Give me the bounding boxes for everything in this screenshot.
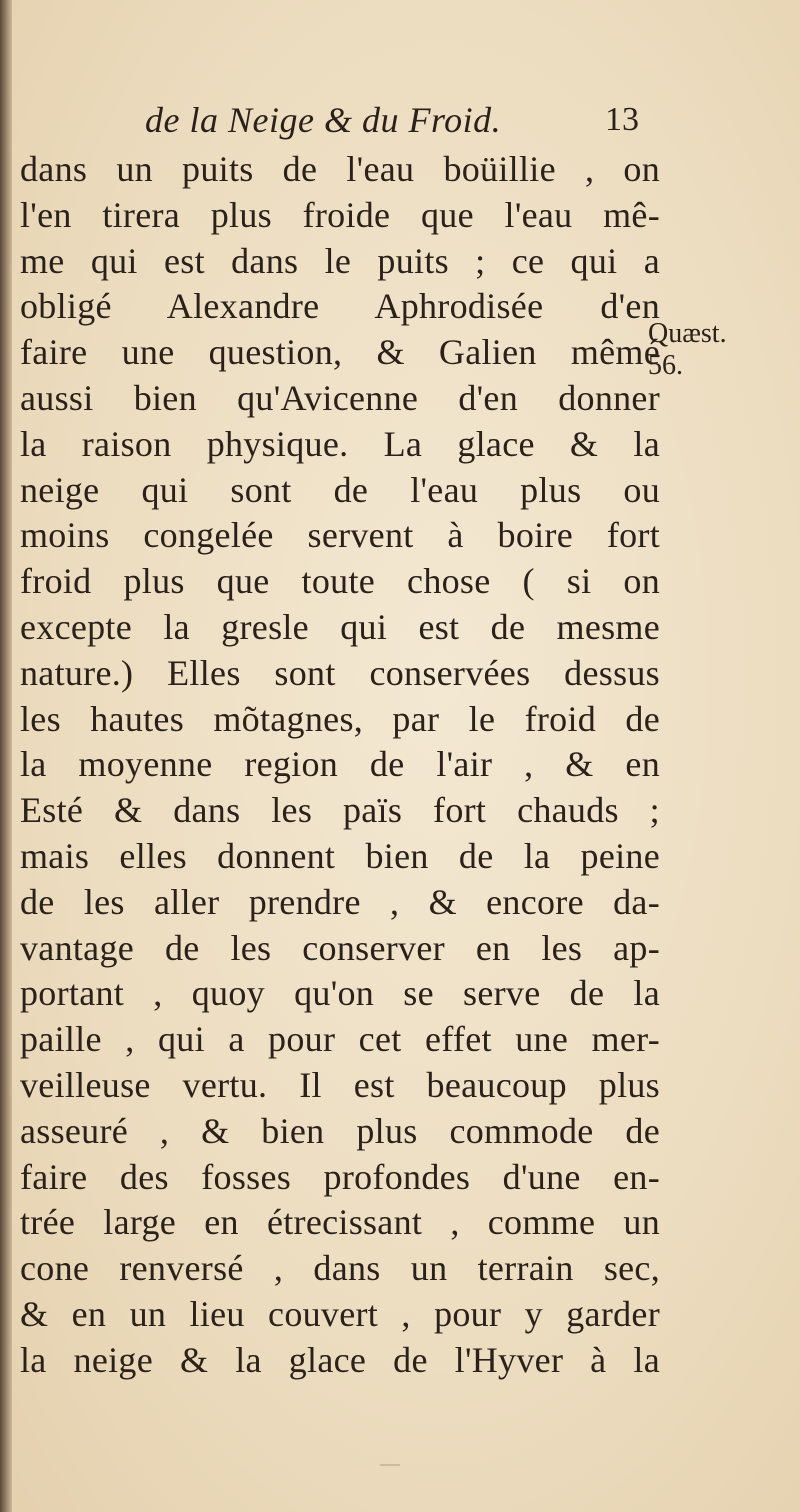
running-title: de la Neige & du Froid. xyxy=(145,100,502,140)
text-line: obligé Alexandre Aphrodisée d'en xyxy=(20,286,660,327)
text-line: asseuré , & bien plus commode de xyxy=(20,1110,660,1151)
text-line: faire une question, & Galien mêmé xyxy=(20,332,660,373)
text-line: de les aller prendre , & encore da- xyxy=(20,881,660,922)
marginal-note-line: 56. xyxy=(648,350,683,381)
page-smudge xyxy=(380,1456,400,1466)
text-line: la raison physique. La glace & la xyxy=(20,423,660,464)
marginal-note xyxy=(648,318,788,382)
body-text xyxy=(20,147,660,1384)
text-line: me qui est dans le puits ; ce qui a xyxy=(20,240,660,281)
text-line: nature.) Elles sont conservées dessus xyxy=(20,652,660,693)
text-line: les hautes mõtagnes, par le froid de xyxy=(20,698,660,739)
running-head xyxy=(0,96,800,146)
text-line: vantage de les conserver en les ap- xyxy=(20,927,660,968)
text-line: neige qui sont de l'eau plus ou xyxy=(20,469,660,510)
text-line: veilleuse vertu. Il est beaucoup plus xyxy=(20,1064,660,1105)
text-line: mais elles donnent bien de la peine xyxy=(20,835,660,876)
text-line: Esté & dans les païs fort chauds ; xyxy=(20,790,660,831)
text-line: excepte la gresle qui est de mesme xyxy=(20,606,660,647)
text-line: la neige & la glace de l'Hyver à la xyxy=(20,1339,660,1380)
text-line: cone renversé , dans un terrain sec, xyxy=(20,1248,660,1289)
text-line: paille , qui a pour cet effet une mer- xyxy=(20,1019,660,1060)
page-number: 13 xyxy=(605,101,639,138)
text-line: faire des fosses profondes d'une en- xyxy=(20,1156,660,1197)
text-line: & en un lieu couvert , pour y garder xyxy=(20,1293,660,1334)
text-line: trée large en étrecissant , comme un xyxy=(20,1202,660,1243)
text-line: froid plus que toute chose ( si on xyxy=(20,561,660,602)
text-line: dans un puits de l'eau boüillie , on xyxy=(20,149,660,189)
text-line: moins congelée servent à boire fort xyxy=(20,515,660,556)
text-line: portant , quoy qu'on se serve de la xyxy=(20,973,660,1014)
binding-edge xyxy=(0,0,12,1512)
text-line: l'en tirera plus froide que l'eau mê- xyxy=(20,194,660,235)
text-line: la moyenne region de l'air , & en xyxy=(20,744,660,785)
marginal-note-line: Quæst. xyxy=(648,318,727,349)
text-line: aussi bien qu'Avicenne d'en donner xyxy=(20,377,660,418)
